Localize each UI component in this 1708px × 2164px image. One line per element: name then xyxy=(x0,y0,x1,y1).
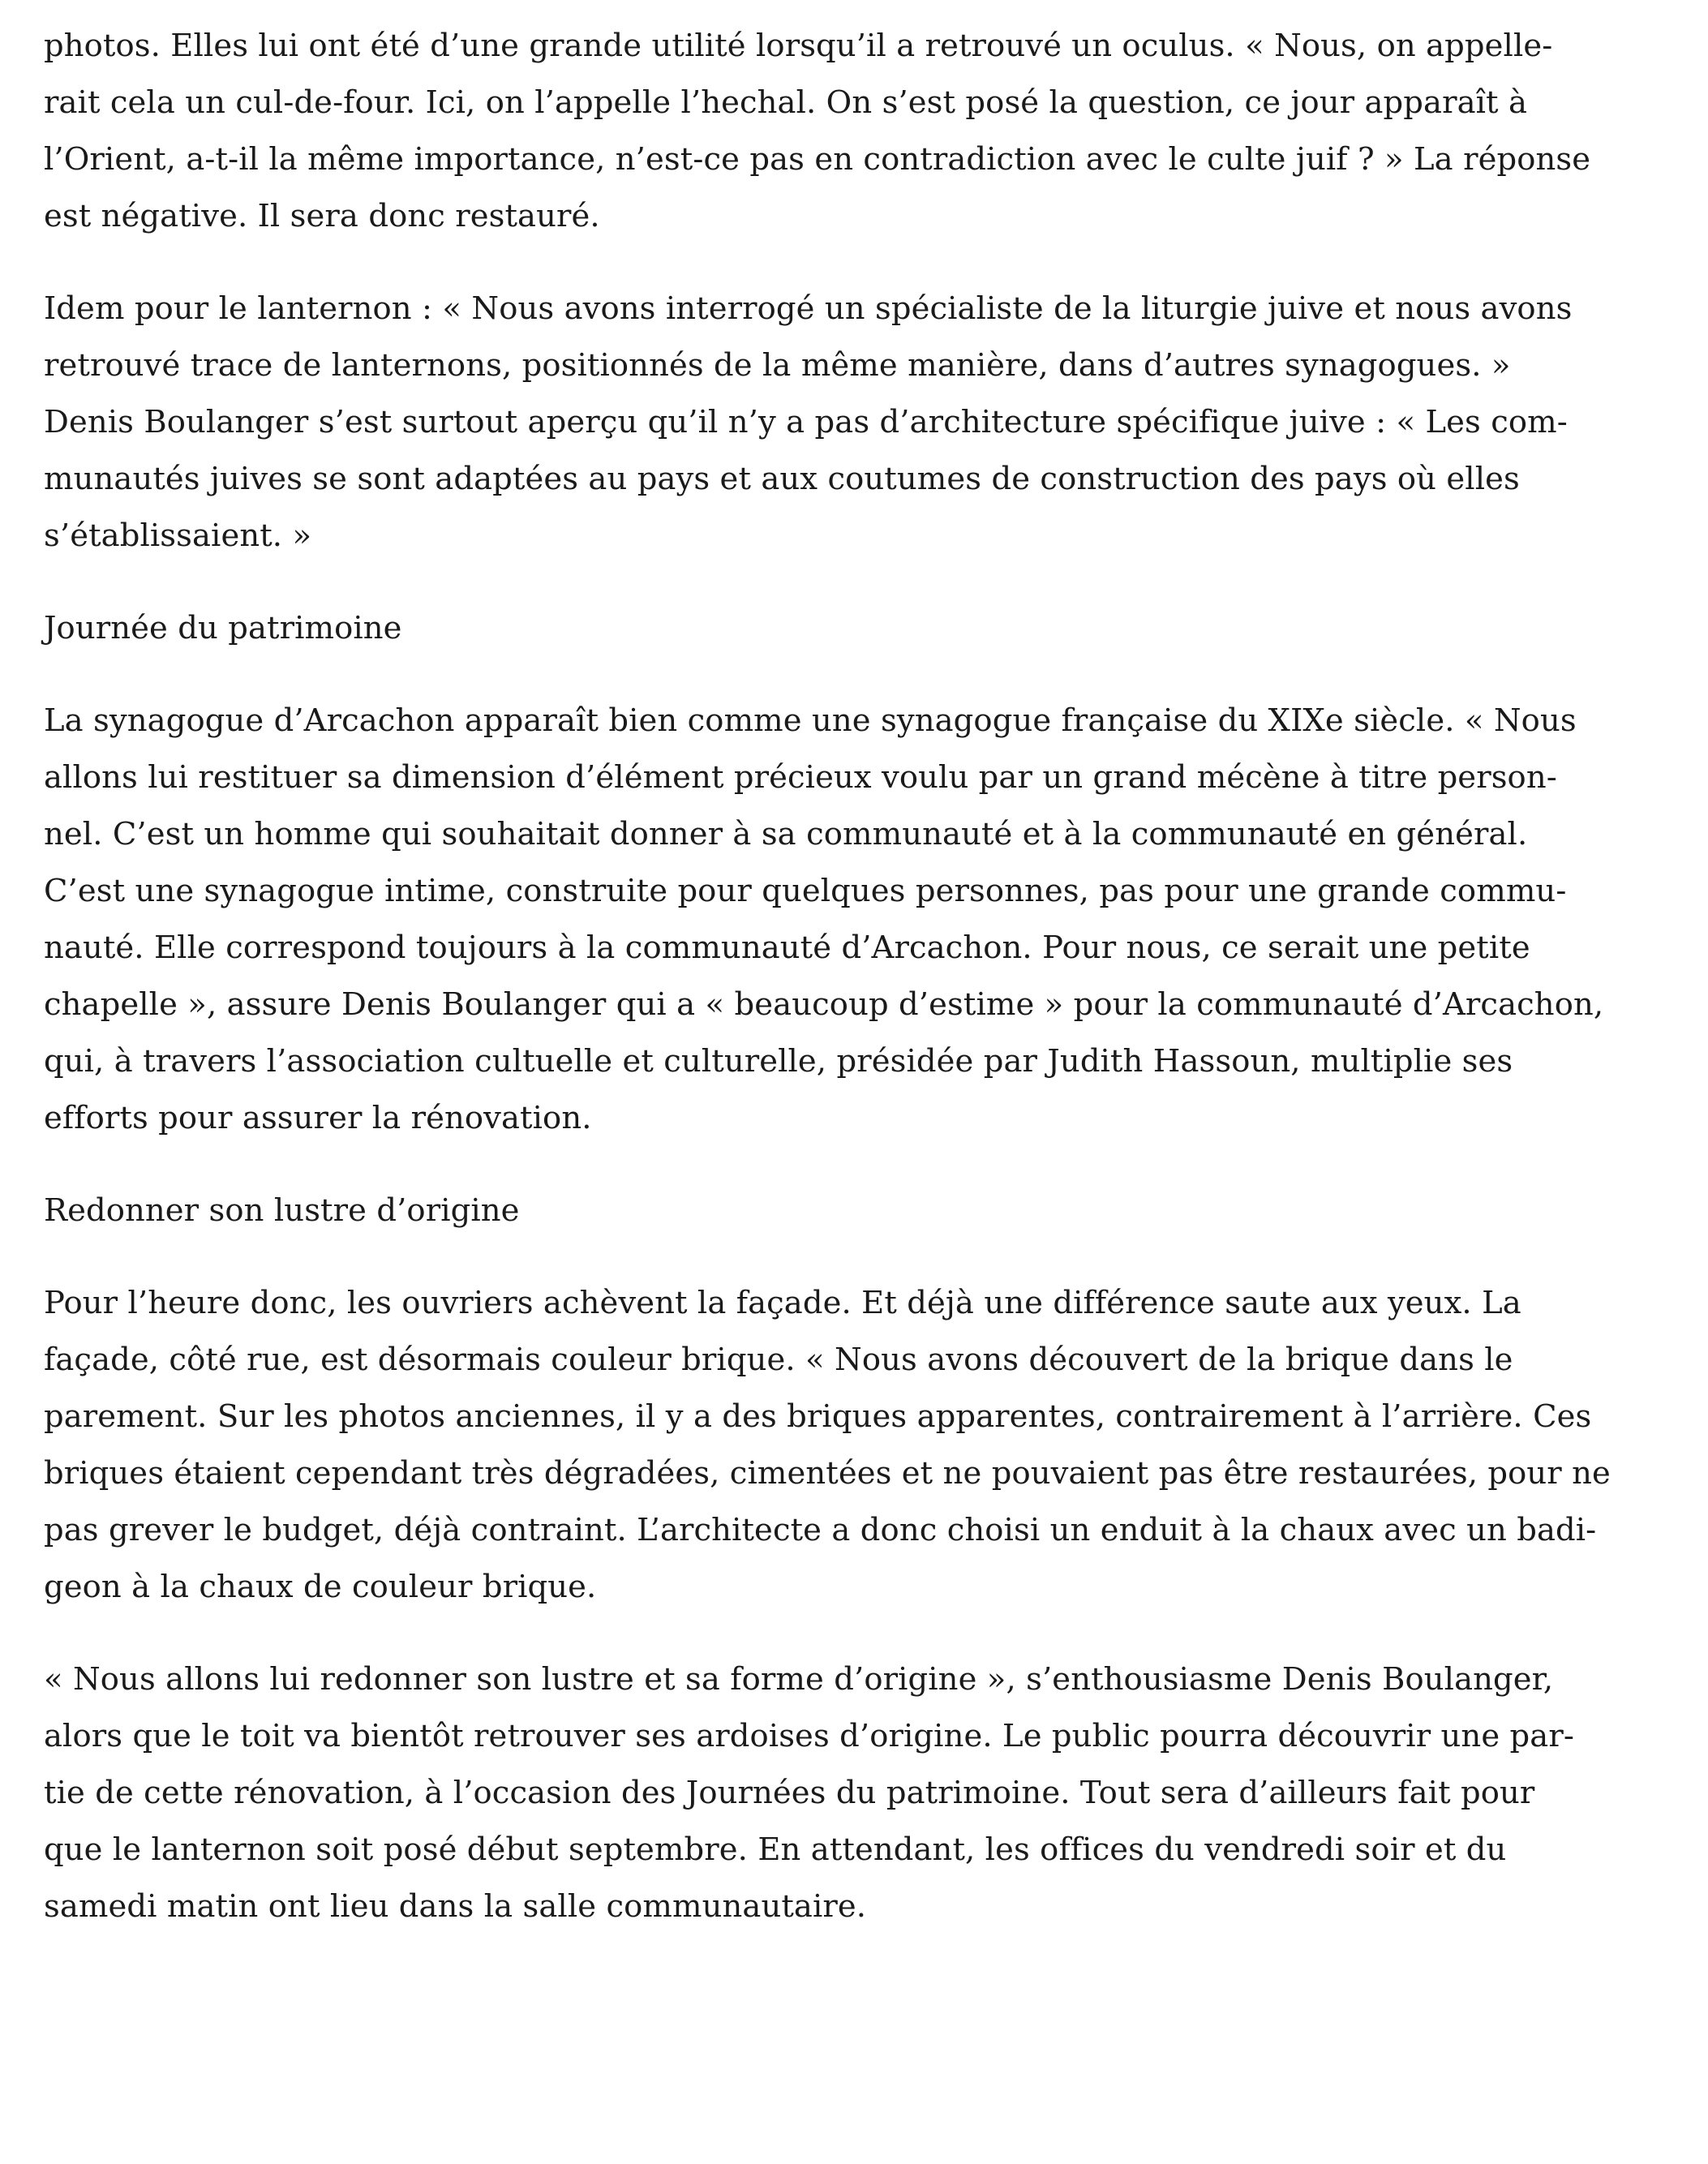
subheading-redonner-lustre xyxy=(44,1183,1682,1239)
subheading-journee-patrimoine xyxy=(44,600,1682,657)
text-line: retrouvé trace de lanternons, positionnés de la même manière, dans d’autres synagogues. » xyxy=(44,347,1511,384)
text-line: est négative. Il sera donc restauré. xyxy=(44,198,600,234)
text-line: photos. Elles lui ont été d’une grande utilité lorsqu’il a retrouvé un oculus. « Nous, on appelle- xyxy=(44,28,1553,64)
text-line: parement. Sur les photos anciennes, il y a des briques apparentes, contrairement à l’arrière. Ces xyxy=(44,1398,1592,1435)
paragraph-lustre-origine xyxy=(44,1651,1682,1935)
article-body xyxy=(44,18,1682,1971)
text-line: nel. C’est un homme qui souhaitait donner à sa communauté et à la communauté en général. xyxy=(44,816,1528,852)
subheading-text: Redonner son lustre d’origine xyxy=(44,1192,520,1229)
paragraph-facade xyxy=(44,1275,1682,1616)
text-line: s’établissaient. » xyxy=(44,517,312,554)
text-line: l’Orient, a-t-il la même importance, n’est-ce pas en contradiction avec le culte juif ? » La réponse xyxy=(44,141,1591,178)
text-line: Idem pour le lanternon : « Nous avons interrogé un spécialiste de la liturgie juive et nous avons xyxy=(44,290,1573,327)
text-line: chapelle », assure Denis Boulanger qui a « beaucoup d’estime » pour la communauté d’Arcachon, xyxy=(44,986,1604,1023)
text-line: que le lanternon soit posé début septembre. En attendant, les offices du vendredi soir et du xyxy=(44,1831,1507,1868)
paragraph-synagogue-francaise xyxy=(44,693,1682,1147)
text-line: « Nous allons lui redonner son lustre et sa forme d’origine », s’enthousiasme Denis Boulanger, xyxy=(44,1661,1554,1698)
text-line: nauté. Elle correspond toujours à la communauté d’Arcachon. Pour nous, ce serait une petite xyxy=(44,930,1530,966)
text-line: efforts pour assurer la rénovation. xyxy=(44,1100,592,1136)
text-line: qui, à travers l’association cultuelle et culturelle, présidée par Judith Hassoun, multiplie ses xyxy=(44,1043,1513,1080)
paragraph-lanternon xyxy=(44,281,1682,565)
text-line: pas grever le budget, déjà contraint. L’architecte a donc choisi un enduit à la chaux avec un badi- xyxy=(44,1512,1597,1548)
text-line: tie de cette rénovation, à l’occasion des Journées du patrimoine. Tout sera d’ailleurs fait pour xyxy=(44,1775,1535,1811)
text-line: samedi matin ont lieu dans la salle communautaire. xyxy=(44,1888,867,1925)
text-line: briques étaient cependant très dégradées, cimentées et ne pouvaient pas être restaurées, pour ne xyxy=(44,1455,1611,1492)
text-line: allons lui restituer sa dimension d’élément précieux voulu par un grand mécène à titre person- xyxy=(44,759,1557,796)
paragraph-photos-oculus xyxy=(44,18,1682,245)
text-line: C’est une synagogue intime, construite pour quelques personnes, pas pour une grande commu- xyxy=(44,873,1567,909)
text-line: Denis Boulanger s’est surtout aperçu qu’il n’y a pas d’architecture spécifique juive : « Les com- xyxy=(44,404,1568,440)
text-line: Pour l’heure donc, les ouvriers achèvent la façade. Et déjà une différence saute aux yeux. La xyxy=(44,1285,1521,1321)
text-line: geon à la chaux de couleur brique. xyxy=(44,1569,597,1605)
text-line: façade, côté rue, est désormais couleur brique. « Nous avons découvert de la brique dans le xyxy=(44,1342,1513,1378)
text-line: munautés juives se sont adaptées au pays et aux coutumes de construction des pays où elles xyxy=(44,461,1520,497)
text-line: La synagogue d’Arcachon apparaît bien comme une synagogue française du XIXe siècle. « Nous xyxy=(44,702,1577,739)
text-line: alors que le toit va bientôt retrouver ses ardoises d’origine. Le public pourra découvrir une par- xyxy=(44,1718,1574,1754)
subheading-text: Journée du patrimoine xyxy=(44,610,402,646)
text-line: rait cela un cul-de-four. Ici, on l’appelle l’hechal. On s’est posé la question, ce jour apparaît à xyxy=(44,84,1528,121)
